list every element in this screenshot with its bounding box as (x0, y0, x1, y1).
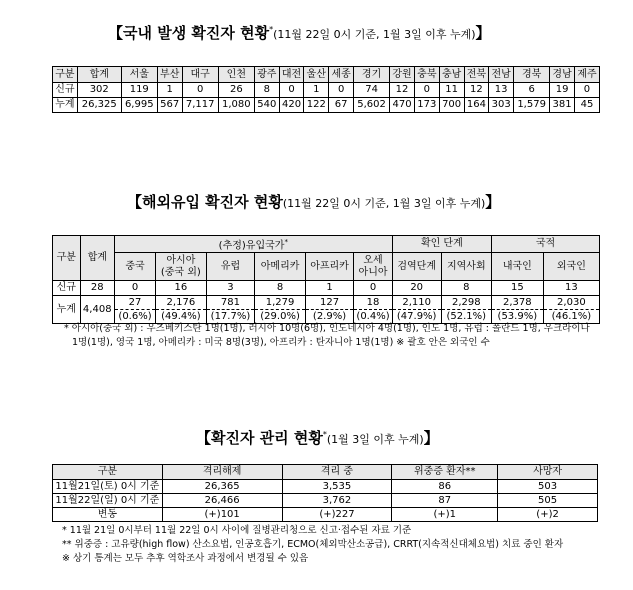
management-cell: 505 (498, 494, 598, 508)
overseas-new-cell: 1 (305, 281, 354, 296)
overseas-note-2: 1명(1명), 영국 1명, 아메리카 : 미국 8명(3명), 아프리카 : 탄자니아 1명(1명) ※ 괄호 안은 외국인 수 (72, 337, 490, 348)
domestic-cell: 67 (329, 98, 354, 113)
domestic-header-cell: 광주 (254, 67, 279, 83)
domestic-header-cell: 세종 (329, 67, 354, 83)
domestic-cell: 0 (414, 83, 439, 98)
management-row-1 (53, 480, 598, 494)
management-note-3: ※ 상기 통계는 모두 추후 역학조사 과정에서 변경될 수 있음 (62, 553, 309, 564)
management-title-text: 【확진자 관리 현황 (196, 429, 323, 447)
overseas-note-1: * 아시아(중국 외) : 우즈베키스탄 1명(1명), 러시아 10명(6명), 인도네시아 4명(1명), 인도 1명, 유럽 : 폴란드 1명, 우크라이나 (64, 323, 590, 334)
overseas-new-row (53, 281, 600, 296)
domestic-cell: 11 (439, 83, 464, 98)
domestic-header-cell: 구분 (53, 67, 78, 83)
management-cell: 11월22일(일) 0시 기준 (53, 494, 163, 508)
domestic-cell: 0 (279, 83, 304, 98)
overseas-sub-header-cell: 아프리카 (305, 253, 354, 281)
domestic-title-text: 【국내 발생 확진자 현황 (108, 24, 270, 42)
domestic-cell: 381 (550, 98, 575, 113)
overseas-cum-cell: 2,030 (543, 296, 599, 310)
domestic-header-cell: 제주 (574, 67, 599, 83)
overseas-pct-cell: (0.6%) (114, 310, 155, 324)
overseas-sub-header-row (53, 253, 600, 281)
management-header-cell: 격리해제 (162, 465, 282, 480)
overseas-cum-label: 누계 (53, 296, 81, 324)
domestic-cell: 173 (414, 98, 439, 113)
domestic-new-row (53, 83, 600, 98)
overseas-pct-cell: (0.4%) (354, 310, 392, 324)
overseas-sub-header-cell: 유럽 (206, 253, 255, 281)
management-cell: 3,762 (282, 494, 392, 508)
management-note-2: ** 위중증 : 고유량(high flow) 산소요법, 인공호흡기, ECMO(체외막산소공급), CRRT(지속적신대체요법) 치료 중인 환자 (62, 539, 564, 550)
overseas-cum-cell: 2,176 (156, 296, 206, 310)
domestic-cell: 6,995 (121, 98, 157, 113)
overseas-title-suffix: 】 (485, 193, 501, 211)
overseas-new-cell: 0 (114, 281, 155, 296)
domestic-cell: 5,602 (354, 98, 390, 113)
domestic-header-cell: 충남 (439, 67, 464, 83)
overseas-sub-header-cell: 오세 아니아 (354, 253, 392, 281)
overseas-h-region-mark: * (284, 238, 288, 246)
domestic-cell: 420 (279, 98, 304, 113)
domestic-cell: 0 (574, 83, 599, 98)
overseas-h-region (114, 236, 392, 253)
management-header-cell: 사망자 (498, 465, 598, 480)
management-cell: 11월21일(토) 0시 기준 (53, 480, 163, 494)
overseas-title-sub: (11월 22일 0시 기준, 1월 3일 이후 누계) (282, 197, 486, 210)
overseas-pct-cell: (47.9%) (392, 310, 441, 324)
management-cell: (+)101 (162, 508, 282, 522)
domestic-header-row (53, 67, 600, 83)
overseas-pct-cell: (49.4%) (156, 310, 206, 324)
overseas-new-cell: 8 (441, 281, 491, 296)
management-cell: 26,466 (162, 494, 282, 508)
overseas-group-header-row (53, 236, 600, 253)
domestic-cell: 302 (77, 83, 121, 98)
management-cell: 87 (392, 494, 498, 508)
domestic-header-cell: 대구 (182, 67, 218, 83)
domestic-cell: 6 (514, 83, 550, 98)
overseas-cum-cell: 127 (305, 296, 354, 310)
domestic-cell: 누계 (53, 98, 78, 113)
domestic-title-suffix: 】 (475, 24, 491, 42)
overseas-table (52, 235, 600, 324)
management-cell: 86 (392, 480, 498, 494)
management-note-1: * 11월 21일 0시부터 11월 22일 0시 사이에 질병관리청으로 신고·접수된 자료 기준 (62, 525, 412, 536)
domestic-cell: 470 (390, 98, 415, 113)
overseas-pct-cell: (46.1%) (543, 310, 599, 324)
overseas-new-cell: 16 (156, 281, 206, 296)
overseas-new-cell: 13 (543, 281, 599, 296)
overseas-sub-header-cell: 아메리카 (255, 253, 305, 281)
domestic-cell: 700 (439, 98, 464, 113)
overseas-h-total: 합계 (80, 236, 114, 281)
overseas-new-label: 신규 (53, 281, 81, 296)
overseas-cum-cell: 27 (114, 296, 155, 310)
management-row-2 (53, 494, 598, 508)
management-header-cell: 격리 중 (282, 465, 392, 480)
overseas-new-cell: 8 (255, 281, 305, 296)
management-title-sub: (1월 3일 이후 누계) (326, 433, 424, 446)
overseas-h-region-text: (추정)유입국가 (218, 240, 285, 252)
domestic-cell: 303 (489, 98, 514, 113)
overseas-pct-cell: (52.1%) (441, 310, 491, 324)
management-cell: 3,535 (282, 480, 392, 494)
overseas-sub-header-cell: 내국인 (491, 253, 543, 281)
overseas-new-cell: 28 (80, 281, 114, 296)
domestic-cell: 19 (550, 83, 575, 98)
domestic-cell: 신규 (53, 83, 78, 98)
overseas-cum-total: 4,408 (80, 296, 114, 324)
domestic-cell: 13 (489, 83, 514, 98)
domestic-header-cell: 인천 (218, 67, 254, 83)
overseas-new-cell: 20 (392, 281, 441, 296)
domestic-cell: 26,325 (77, 98, 121, 113)
overseas-h-nation: 국적 (491, 236, 599, 253)
domestic-cell: 164 (464, 98, 489, 113)
management-cell: (+)227 (282, 508, 392, 522)
domestic-cell: 7,117 (182, 98, 218, 113)
domestic-header-cell: 충북 (414, 67, 439, 83)
domestic-cell: 26 (218, 83, 254, 98)
domestic-header-cell: 서울 (121, 67, 157, 83)
management-row-change (53, 508, 598, 522)
domestic-cum-row (53, 98, 600, 113)
domestic-cell: 567 (157, 98, 182, 113)
domestic-cell: 1,080 (218, 98, 254, 113)
domestic-cell: 122 (304, 98, 329, 113)
overseas-new-cell: 3 (206, 281, 255, 296)
domestic-header-cell: 경기 (354, 67, 390, 83)
management-header-cell: 구분 (53, 465, 163, 480)
overseas-title-text: 【해외유입 확진자 현황 (127, 193, 283, 211)
domestic-header-cell: 합계 (77, 67, 121, 83)
overseas-sub-header-cell: 중국 (114, 253, 155, 281)
overseas-sub-header-cell: 외국인 (543, 253, 599, 281)
overseas-pct-cell: (17.7%) (206, 310, 255, 324)
overseas-cum-row (53, 296, 600, 310)
domestic-header-cell: 전북 (464, 67, 489, 83)
domestic-table (52, 66, 600, 113)
overseas-pct-cell: (53.9%) (491, 310, 543, 324)
domestic-header-cell: 강원 (390, 67, 415, 83)
management-title (196, 427, 439, 448)
domestic-cell: 119 (121, 83, 157, 98)
management-table (52, 464, 598, 522)
domestic-cell: 1,579 (514, 98, 550, 113)
overseas-h-gubun: 구분 (53, 236, 81, 281)
overseas-pct-cell: (2.9%) (305, 310, 354, 324)
overseas-cum-cell: 2,110 (392, 296, 441, 310)
domestic-cell: 1 (157, 83, 182, 98)
domestic-header-cell: 경남 (550, 67, 575, 83)
overseas-sub-header-cell: 검역단계 (392, 253, 441, 281)
domestic-header-cell: 대전 (279, 67, 304, 83)
overseas-pct-cell: (29.0%) (255, 310, 305, 324)
overseas-h-confirm: 확인 단계 (392, 236, 491, 253)
domestic-cell: 8 (254, 83, 279, 98)
overseas-title (127, 191, 500, 212)
management-cell: 26,365 (162, 480, 282, 494)
overseas-sub-header-cell: 지역사회 (441, 253, 491, 281)
domestic-cell: 12 (464, 83, 489, 98)
management-title-mark: * (322, 430, 327, 439)
overseas-sub-header-cell: 아시아 (중국 외) (156, 253, 206, 281)
domestic-header-cell: 울산 (304, 67, 329, 83)
domestic-header-cell: 경북 (514, 67, 550, 83)
domestic-cell: 1 (304, 83, 329, 98)
domestic-cell: 74 (354, 83, 390, 98)
domestic-cell: 540 (254, 98, 279, 113)
management-cell: 변동 (53, 508, 163, 522)
overseas-new-cell: 15 (491, 281, 543, 296)
management-title-suffix: 】 (423, 429, 439, 447)
overseas-cum-cell: 781 (206, 296, 255, 310)
management-header-row (53, 465, 598, 480)
overseas-cum-cell: 2,298 (441, 296, 491, 310)
management-cell: (+)1 (392, 508, 498, 522)
domestic-cell: 0 (329, 83, 354, 98)
management-cell: (+)2 (498, 508, 598, 522)
domestic-header-cell: 부산 (157, 67, 182, 83)
management-header-cell: 위중증 환자** (392, 465, 498, 480)
domestic-title-mark: * (269, 25, 274, 34)
domestic-title (108, 22, 491, 43)
domestic-title-sub: (11월 22일 0시 기준, 1월 3일 이후 누계) (273, 28, 476, 41)
overseas-cum-cell: 2,378 (491, 296, 543, 310)
overseas-cum-cell: 1,279 (255, 296, 305, 310)
overseas-new-cell: 0 (354, 281, 392, 296)
domestic-cell: 0 (182, 83, 218, 98)
domestic-cell: 12 (390, 83, 415, 98)
overseas-cum-cell: 18 (354, 296, 392, 310)
management-cell: 503 (498, 480, 598, 494)
domestic-header-cell: 전남 (489, 67, 514, 83)
domestic-cell: 45 (574, 98, 599, 113)
